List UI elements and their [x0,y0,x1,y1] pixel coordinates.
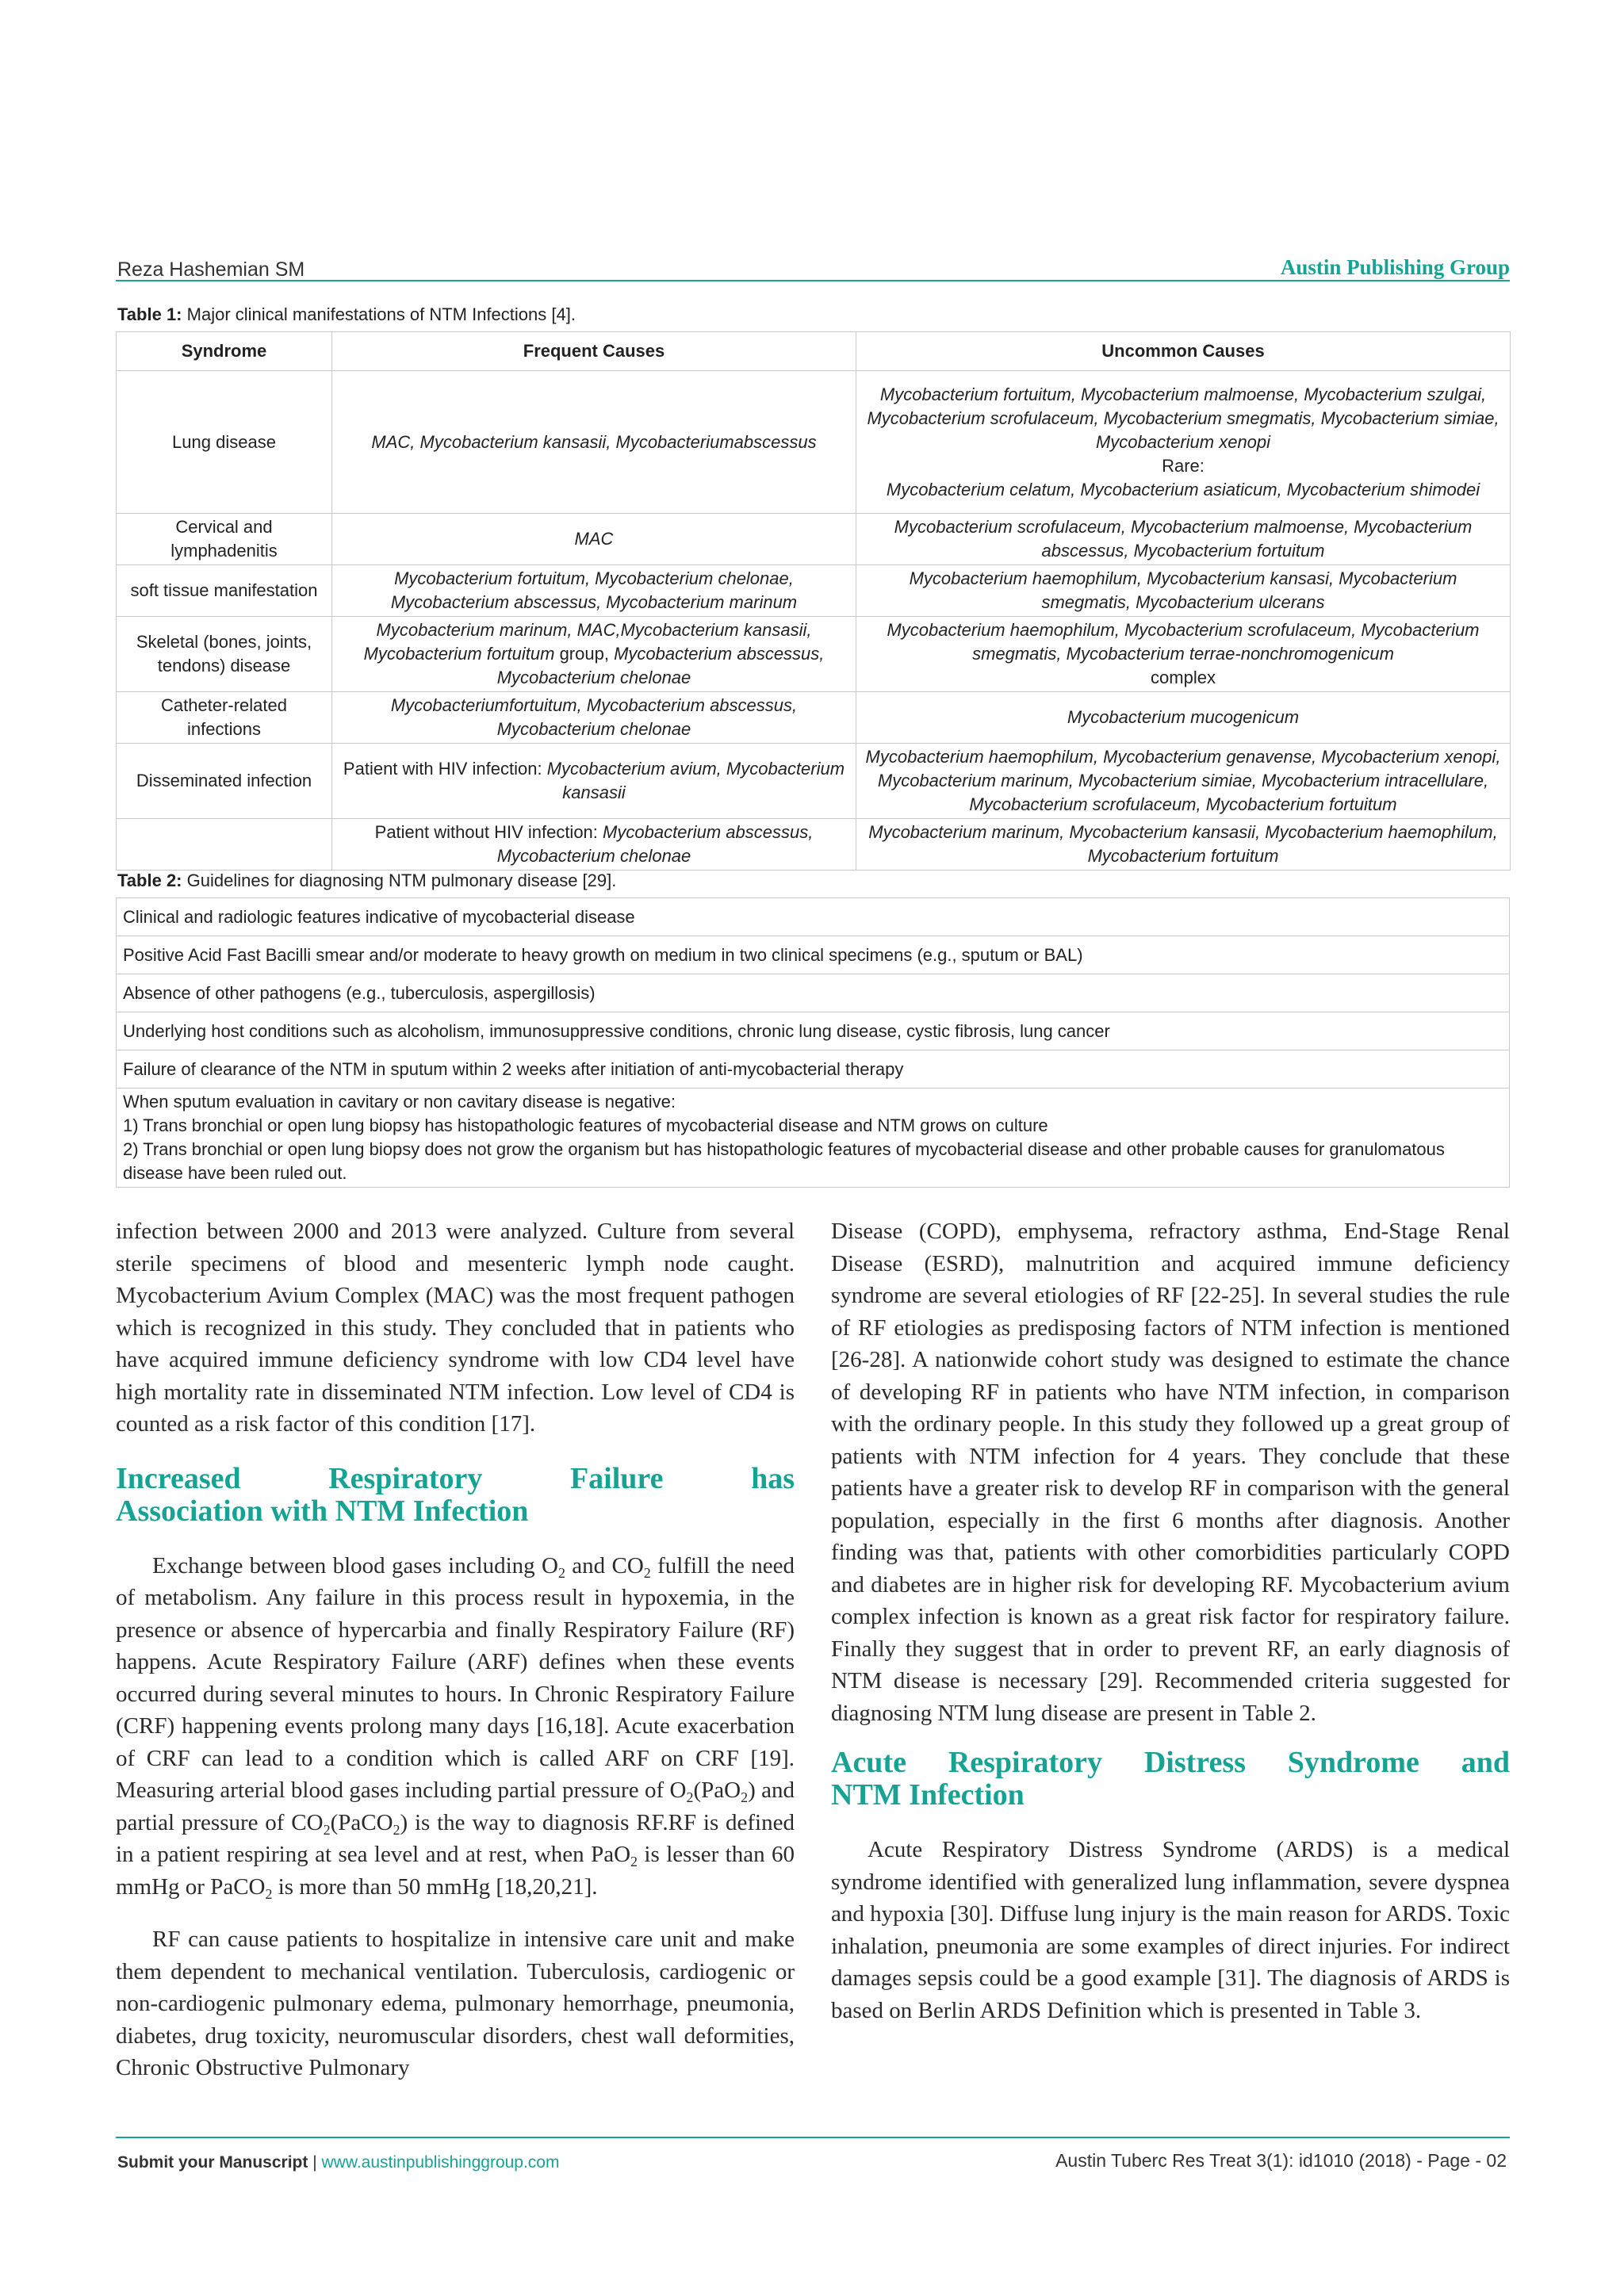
footer-citation: Austin Tuberc Res Treat 3(1): id1010 (2018) - Page - 02 [1055,2150,1507,2171]
guideline-cell [117,1089,1510,1188]
uncommon-causes-cell: Mycobacterium mucogenicum [856,692,1511,744]
subscript: 2 [557,1564,565,1581]
frequent-causes-cell: MAC, Mycobacterium kansasii, Mycobacteriumabscessus [332,371,856,514]
table2-label: Table 2: [117,871,182,890]
guideline-cell: Absence of other pathogens (e.g., tuberculosis, aspergillosis) [117,974,1510,1012]
footer-separator: | [308,2153,322,2172]
header-divider [116,280,1510,281]
text-run: ) is the way to diagnosis RF.RF is defined in a patient respiring at sea level and at rest, when PaO [116,1809,795,1867]
syndrome-cell [117,819,332,871]
table2 [116,897,1510,1188]
uncommon-causes-cell: Mycobacterium marinum, Mycobacterium kansasii, Mycobacterium haemophilum, Mycobacterium fortuitum [856,819,1511,871]
body-paragraph: infection between 2000 and 2013 were analyzed. Culture from several sterile specimens of blood and mesenteric lymph node caught. Mycobacterium Avium Complex (MAC) was the most frequent pathogen which is recognized in this study. They concluded that in patients who have acquired immune deficiency syndrome with low CD4 level have high mortality rate in disseminated NTM infection. Low level of CD4 is counted as a risk factor of this condition [17]. [116,1219,795,1437]
table-row [117,819,1511,871]
frequent-causes-cell [332,819,856,871]
table-row [117,1089,1510,1188]
table-row [117,1012,1510,1050]
uncommon-causes-rare-text: Mycobacterium celatum, Mycobacterium asiaticum, Mycobacterium shimodei [886,479,1480,499]
table2-caption-text: Guidelines for diagnosing NTM pulmonary disease [29]. [186,871,617,890]
section-heading-line: NTM Infection [831,1778,1025,1812]
subscript: 2 [265,1885,273,1902]
syndrome-cell: Catheter-related infections [117,692,332,744]
frequent-causes-text: Mycobacterium marinum, MAC,Mycobacterium kansasii, Mycobacterium fortuitum [363,620,812,664]
uncommon-causes-cell [856,617,1511,692]
text-run: is lesser than 60 mmHg or PaCO [116,1842,795,1900]
frequent-causes-cell: MAC [332,514,856,565]
frequent-causes-text: Mycobacterium abscessus, Mycobacterium chelonae [496,644,825,687]
subscript: 2 [686,1789,694,1805]
guideline-line: 1) Trans bronchial or open lung biopsy has histopathologic features of mycobacterial disease and NTM grows on culture [123,1115,1048,1135]
frequent-causes-cell [332,617,856,692]
text-run: ) and partial pressure of CO [116,1777,795,1835]
frequent-causes-text: Mycobacterium abscessus, Mycobacterium chelonae [496,822,814,866]
table1-header-cell: Uncommon Causes [856,332,1511,371]
text-run: and CO [565,1552,644,1578]
rare-label: Rare: [1162,455,1205,476]
subscript: 2 [630,1854,638,1869]
frequent-causes-cell [332,744,856,819]
left-column [116,1215,795,2084]
guideline-cell: Failure of clearance of the NTM in sputum within 2 weeks after initiation of anti-mycobacterial therapy [117,1050,1510,1089]
syndrome-cell: Cervical and lymphadenitis [117,514,332,565]
publisher-website-link[interactable]: www.austinpublishinggroup.com [321,2153,560,2172]
syndrome-cell: Lung disease [117,371,332,514]
uncommon-causes-cell: Mycobacterium haemophilum, Mycobacterium genavense, Mycobacterium xenopi, Mycobacterium marinum, Mycobacterium simiae, Mycobacterium intracellulare, Mycobacterium scrofulaceum, Mycobacterium fortuitum [856,744,1511,819]
guideline-line: When sputum evaluation in cavitary or non cavitary disease is negative: [123,1092,676,1112]
submit-manuscript-label: Submit your Manuscript [117,2153,308,2172]
footer-divider [116,2137,1510,2138]
frequent-causes-cell: Mycobacteriumfortuitum, Mycobacterium abscessus, Mycobacterium chelonae [332,692,856,744]
table1-caption [117,304,576,325]
text-run: Exchange between blood gases including O [152,1552,558,1578]
guideline-cell: Positive Acid Fast Bacilli smear and/or moderate to heavy growth on medium in two clinical specimens (e.g., sputum or BAL) [117,936,1510,974]
guideline-cell: Underlying host conditions such as alcoholism, immunosuppressive conditions, chronic lung disease, cystic fibrosis, lung cancer [117,1012,1510,1050]
publisher-name: Austin Publishing Group [1280,255,1510,279]
text-run: fulfill the need of metabolism. Any failure in this process result in hypoxemia, in the presence or absence of hypercarbia and finally Respiratory Failure (RF) happens. Acute Respiratory Failure (ARF) defines when these events occurred during several minutes to hours. In Chronic Respiratory Failure (CRF) happening events prolong many days [16,18]. Acute exacerbation of CRF can lead to a condition which is called ARF on CRF [19]. Measuring arterial blood gases including partial pressure of O [116,1552,795,1803]
uncommon-causes-cell: Mycobacterium scrofulaceum, Mycobacterium malmoense, Mycobacterium abscessus, Mycobacterium fortuitum [856,514,1511,565]
right-column [831,1215,1510,2026]
guideline-line: 2) Trans bronchial or open lung biopsy does not grow the organism but has histopathologic features of mycobacterial disease and other probable causes for granulomatous disease have been ruled out. [123,1139,1445,1183]
section-heading-line: Association with NTM Infection [116,1494,529,1528]
text-run: (PaO [693,1777,741,1803]
subscript: 2 [741,1789,749,1805]
syndrome-cell: Disseminated infection [117,744,332,819]
uncommon-causes-complex-word: complex [1151,668,1216,687]
subscript: 2 [393,1821,400,1838]
section-heading [116,1463,795,1528]
table1-label: Table 1: [117,304,182,324]
hiv-status-label: Patient with HIV infection: [343,759,542,779]
table-row [117,371,1511,514]
table1-header-cell: Syndrome [117,332,332,371]
body-paragraph [116,1550,795,1904]
subscript: 2 [323,1821,331,1838]
section-heading-line: Increased Respiratory Failure has [116,1461,795,1495]
body-paragraph: Disease (COPD), emphysema, refractory asthma, End-Stage Renal Disease (ESRD), malnutrition and acquired immune deficiency syndrome are several etiologies of RF [22-25]. In several studies the rule of RF etiologies as predisposing factors of NTM infection is mentioned [26-28]. A nationwide cohort study was designed to estimate the chance of developing RF in patients who have NTM infection, in comparison with the ordinary people. In this study they followed up a great group of patients with NTM infection for 4 years. They conclude that these patients have a greater risk to develop RF in comparison with the general population, especially in the first 6 months after diagnosis. Another finding was that, patients with other comorbidities particularly COPD and diabetes are in higher risk for developing RF. Mycobacterium avium complex infection is known as a great risk factor for respiratory failure. Finally they suggest that in order to prevent RF, an early diagnosis of NTM disease is necessary [29]. Recommended criteria suggested for diagnosing NTM lung disease are present in Table 2. [831,1219,1510,1726]
frequent-causes-cell: Mycobacterium fortuitum, Mycobacterium chelonae, Mycobacterium abscessus, Mycobacterium marinum [332,565,856,617]
frequent-causes-group-word: group, [559,644,609,664]
table-row [117,514,1511,565]
table-row [117,936,1510,974]
body-paragraph: Acute Respiratory Distress Syndrome (ARDS) is a medical syndrome identified with generalized lung inflammation, severe dyspnea and hypoxia [30]. Diffuse lung injury is the main reason for ARDS. Toxic inhalation, pneumonia are some examples of direct injuries. For indirect damages sepsis could be a good example [31]. The diagnosis of ARDS is based on Berlin ARDS Definition which is presented in Table 3. [831,1837,1510,2023]
table1-caption-text: Major clinical manifestations of NTM Infections [4]. [186,304,576,324]
guideline-cell: Clinical and radiologic features indicative of mycobacterial disease [117,898,1510,936]
syndrome-cell: Skeletal (bones, joints, tendons) disease [117,617,332,692]
table-row [117,1050,1510,1089]
table-row [117,744,1511,819]
uncommon-causes-text: Mycobacterium haemophilum, Mycobacterium scrofulaceum, Mycobacterium smegmatis, Mycobacterium terrae-nonchromogenicum [887,620,1480,664]
uncommon-causes-text: Mycobacterium fortuitum, Mycobacterium malmoense, Mycobacterium szulgai, Mycobacterium scrofulaceum, Mycobacterium smegmatis, Mycobacterium simiae, Mycobacterium xenopi [867,384,1500,452]
uncommon-causes-cell [856,371,1511,514]
footer-left [117,2153,559,2172]
table1-header-row [117,332,1511,371]
table1-header-cell: Frequent Causes [332,332,856,371]
frequent-causes-text: Mycobacterium avium, Mycobacterium kansasii [546,759,845,802]
text-run: is more than 50 mmHg [18,20,21]. [272,1873,598,1900]
body-paragraph: RF can cause patients to hospitalize in intensive care unit and make them dependent to mechanical ventilation. Tuberculosis, cardiogenic or non-cardiogenic pulmonary edema, pulmonary hemorrhage, pneumonia, diabetes, drug toxicity, neuromuscular disorders, chest wall deformities, Chronic Obstructive Pulmonary [116,1927,795,2080]
running-header-author: Reza Hashemian SM [117,258,305,281]
table1 [116,331,1511,871]
hiv-status-label: Patient without HIV infection: [374,822,598,842]
table-row [117,565,1511,617]
section-heading [831,1747,1510,1812]
text-run: (PaCO [330,1809,393,1835]
table-row [117,898,1510,936]
table-row [117,692,1511,744]
subscript: 2 [643,1564,651,1581]
table-row [117,974,1510,1012]
table2-caption [117,871,616,891]
syndrome-cell: soft tissue manifestation [117,565,332,617]
section-heading-line: Acute Respiratory Distress Syndrome and [831,1746,1510,1779]
table-row [117,617,1511,692]
uncommon-causes-cell: Mycobacterium haemophilum, Mycobacterium kansasi, Mycobacterium smegmatis, Mycobacterium ulcerans [856,565,1511,617]
